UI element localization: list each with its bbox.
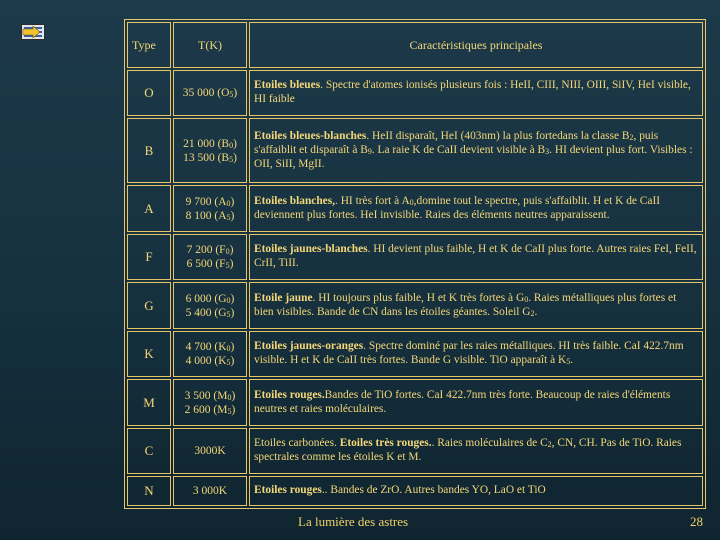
text-run: Etoile jaune <box>254 291 313 304</box>
text-run: 5 <box>229 154 234 164</box>
text-run: . HI devient plus fort. Visibles : OII, SiII, MgII. <box>254 143 693 170</box>
characteristics-cell <box>249 234 703 281</box>
text-run: 0 <box>524 294 529 304</box>
text-run: ) <box>231 389 236 402</box>
text-run: Etoiles carbonées. <box>254 437 340 450</box>
text-run: . La raie K de CaII devient visible à B <box>371 143 546 156</box>
table-row <box>127 331 703 378</box>
text-run: ) <box>229 244 234 257</box>
text-run: ) <box>233 137 237 150</box>
spectral-type-cell: B <box>127 118 171 183</box>
table-row <box>127 428 703 474</box>
text-run: . <box>570 354 574 367</box>
text-run: 3 500 (M <box>184 389 228 402</box>
characteristics-cell <box>249 70 703 116</box>
text-run: ) <box>233 151 237 164</box>
characteristics-cell <box>249 428 703 474</box>
header-temperature: T(K) <box>173 22 247 68</box>
text-run: . Raies métalliques plus fortes et bien visibles. Bande de CN dans les étoiles géantes. Soleil G <box>254 291 677 318</box>
spectral-type-cell: F <box>127 234 171 281</box>
table-header-row <box>127 22 703 68</box>
table-row <box>127 476 703 506</box>
table-row <box>127 282 703 329</box>
temperature-cell <box>173 476 247 506</box>
text-run: Etoiles jaunes-blanches <box>254 243 368 256</box>
text-run: Etoiles très rouges. <box>339 437 432 450</box>
text-run: . HI toujours plus faible, H et K très fortes à G <box>312 291 525 304</box>
spectral-type-cell: K <box>127 331 171 378</box>
text-run: . HI devient plus faible, H et K de CaII plus forte. Autres raies FeI, FeII, CrII, TiII. <box>254 243 697 270</box>
temperature-cell <box>173 234 247 281</box>
text-run: , CN, CH. Pas de TiO. Raies spectrales comme les étoiles K et M. <box>254 437 682 463</box>
characteristics-cell <box>249 379 703 426</box>
text-run: 8 100 (A <box>185 209 227 222</box>
text-run: 5 <box>226 212 231 222</box>
text-run: ) <box>230 209 235 222</box>
text-run: 5 400 (G <box>185 306 227 319</box>
text-run: . Spectre dominé par les raies métalliques. HI très faible. CaI 422.7nm visible. H et K de CaII très fortes. Bande G visible. TiO apparaît à K <box>254 340 684 367</box>
text-run: 0 <box>226 198 231 208</box>
text-run: 9 <box>367 146 372 156</box>
text-run: . <box>534 305 538 318</box>
text-run: 3 <box>545 146 550 156</box>
text-run: 5 <box>225 261 230 271</box>
temperature-cell <box>173 331 247 378</box>
text-run: Etoiles rouges <box>254 484 322 497</box>
text-run: 3 000K <box>192 485 228 498</box>
text-run: Bandes de TiO fortes. CaI 422.7nm très forte. Beaucoup de raies d'éléments neutres et raies moléculaires. <box>254 388 671 415</box>
text-run: 35 000 (O <box>182 87 230 100</box>
text-run: 2 <box>530 308 535 318</box>
text-run: 0 <box>409 197 414 207</box>
temperature-cell <box>173 70 247 116</box>
text-run: 5 <box>226 358 231 368</box>
text-run: Etoiles bleues-blanches <box>254 129 367 142</box>
header-type: Type <box>127 22 171 68</box>
text-run: Etoiles rouges. <box>254 388 325 401</box>
text-run: ) <box>230 292 235 305</box>
text-run: 21 000 (B <box>183 137 230 150</box>
text-run: ) <box>230 341 235 354</box>
text-run: 2 600 (M <box>184 403 228 416</box>
text-run: 2 <box>547 440 552 450</box>
text-run: 5 <box>227 406 232 416</box>
spectral-type-cell: G <box>127 282 171 329</box>
text-run: ) <box>230 306 235 319</box>
text-run: 0 <box>225 247 230 257</box>
text-run: 0 <box>227 392 232 402</box>
text-run: 6 000 (G <box>185 292 227 305</box>
text-run: ) <box>233 87 238 100</box>
spectral-classes-table <box>125 20 705 508</box>
text-run: 6 500 (F <box>186 258 226 271</box>
table-row <box>127 70 703 116</box>
table-row <box>127 185 703 232</box>
text-run: 5 <box>566 357 571 367</box>
temperature-cell <box>173 118 247 183</box>
table-row <box>127 379 703 426</box>
spectral-type-cell: M <box>127 379 171 426</box>
text-run: 9 700 (A <box>185 195 227 208</box>
text-run: 3000K <box>194 445 226 457</box>
temperature-cell <box>173 379 247 426</box>
text-run: 0 <box>226 295 231 305</box>
text-run: 4 700 (K <box>185 341 227 354</box>
spectral-type-cell: A <box>127 185 171 232</box>
table-row <box>127 118 703 183</box>
text-run: 13 500 (B <box>183 151 230 164</box>
text-run: .. Bandes de ZrO. Autres bandes YO, LaO et TiO <box>321 484 546 497</box>
text-run: ) <box>230 355 235 368</box>
temperature-cell <box>173 185 247 232</box>
spectral-type-cell: O <box>127 70 171 116</box>
characteristics-cell <box>249 282 703 329</box>
text-run: 5 <box>226 309 231 319</box>
header-characteristics: Caractéristiques principales <box>249 22 703 68</box>
spectral-type-cell: N <box>127 476 171 506</box>
text-run: 5 <box>229 90 234 100</box>
text-run: 4 000 (K <box>185 355 227 368</box>
text-run: , puis s'affaiblit et disparaît à B <box>254 129 659 156</box>
page-number: 28 <box>690 514 703 529</box>
table-row <box>127 234 703 281</box>
text-run: 7 200 (F <box>186 244 226 257</box>
text-run: ) <box>231 403 236 416</box>
footer-title: La lumière des astres <box>298 514 409 529</box>
text-run: Etoiles blanches, <box>254 194 336 207</box>
characteristics-cell <box>249 185 703 232</box>
spectral-type-cell: C <box>127 428 171 474</box>
text-run: 0 <box>229 140 234 150</box>
text-run: Etoiles bleues <box>254 79 321 92</box>
text-run: ,domine tout le spectre, puis s'affaiblit. H et K de CaII deviennent plus fortes. HeI invisible. Raies des éléments neutres apparaissent. <box>254 194 661 221</box>
text-run: ) <box>229 258 234 271</box>
characteristics-cell <box>249 331 703 378</box>
text-run: . HI très fort à A <box>335 194 410 207</box>
next-slide-icon[interactable] <box>21 24 45 40</box>
text-run: 0 <box>226 344 231 354</box>
text-run: . Spectre d'atomes ionisés plusieurs fois : HeII, CIII, NIII, OIII, SiIV, HeI visible, HI faible <box>254 79 691 106</box>
text-run: 2 <box>629 132 634 142</box>
spectral-classes-table-frame <box>124 19 706 509</box>
text-run: ) <box>230 195 235 208</box>
characteristics-cell <box>249 118 703 183</box>
text-run: Etoiles jaunes-oranges <box>254 340 364 353</box>
text-run: . HeII disparaît, HeI (403nm) la plus fortedans la classe B <box>366 129 630 142</box>
temperature-cell <box>173 428 247 474</box>
characteristics-cell <box>249 476 703 506</box>
text-run: . Raies moléculaires de C <box>431 437 548 450</box>
temperature-cell <box>173 282 247 329</box>
